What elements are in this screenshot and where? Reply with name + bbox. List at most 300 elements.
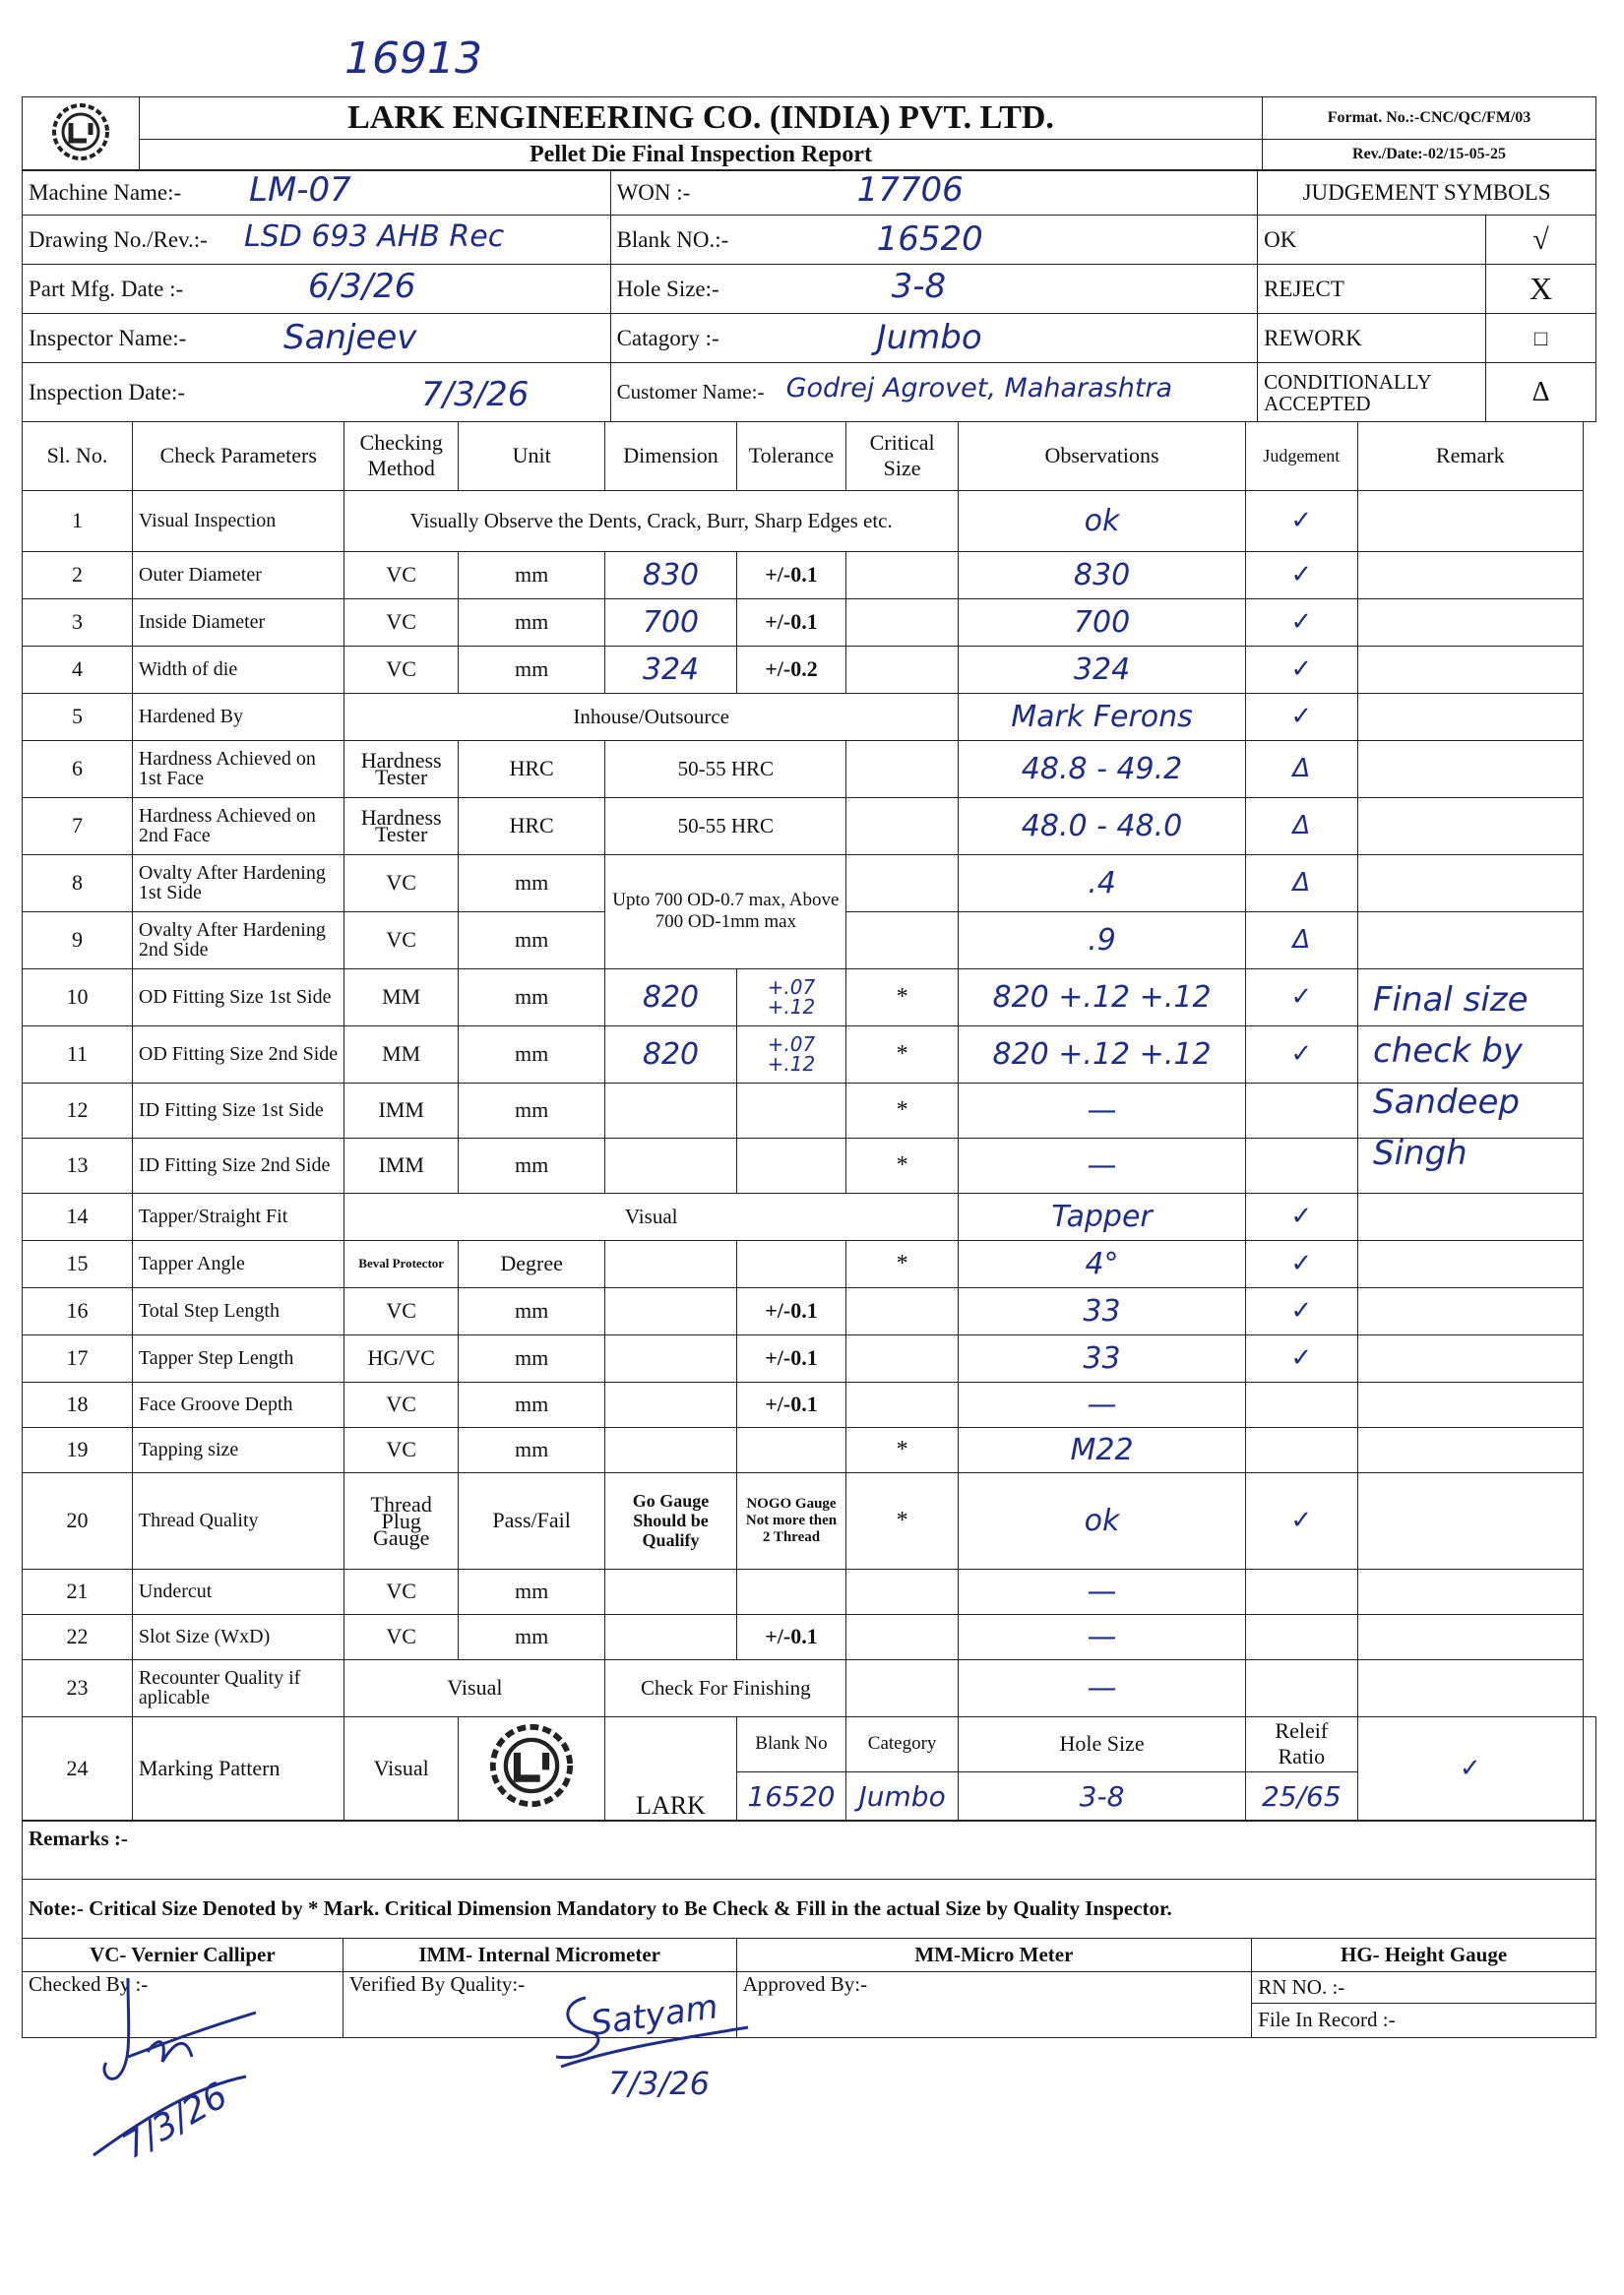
row-remark <box>1357 1334 1584 1382</box>
customer-name-field <box>610 363 1258 422</box>
row-visual-instruction: Visually Observe the Dents, Crack, Burr, Sharp Edges etc. <box>344 490 958 551</box>
table-row <box>23 1138 1596 1193</box>
row-critical-size <box>846 646 959 693</box>
inspection-date-value: 7/3/26 <box>421 375 530 415</box>
row-critical-size <box>846 1382 959 1427</box>
row-sl-no: 2 <box>23 551 133 598</box>
row-dimension <box>605 1138 736 1193</box>
row-checking-method: VC <box>344 598 458 646</box>
row-critical-size <box>846 1287 959 1334</box>
row-judgement <box>1246 1382 1357 1427</box>
row-tolerance: +/-0.1 <box>736 551 846 598</box>
table-row <box>23 490 1596 551</box>
row-check-parameter: Hardened By <box>132 693 344 740</box>
company-name: LARK ENGINEERING CO. (INDIA) PVT. LTD. <box>140 97 1263 140</box>
row-sl-no: 16 <box>23 1287 133 1334</box>
row-checking-method: MM <box>344 968 458 1025</box>
checked-by-label: Checked By :- <box>29 1971 149 1996</box>
row-check-parameter: Inside Diameter <box>132 598 344 646</box>
row-critical-size: * <box>846 1472 959 1569</box>
row-check-parameter: Total Step Length <box>132 1287 344 1334</box>
hole-size-label: Hole Size:- <box>616 276 719 301</box>
mfg-date-label: Part Mfg. Date :- <box>29 276 184 301</box>
hole-size-field <box>610 265 1258 314</box>
row-unit: mm <box>458 1614 604 1659</box>
row-observation: — <box>958 1083 1245 1138</box>
row-unit: mm <box>458 1287 604 1334</box>
row-sl-no: 3 <box>23 598 133 646</box>
row-judgement: Δ <box>1246 911 1357 968</box>
row-observation: ok <box>958 490 1245 551</box>
row-judgement: ✓ <box>1246 551 1357 598</box>
won-label: WON :- <box>616 179 691 205</box>
mfg-date-field <box>23 265 611 314</box>
lark-marking-logo-icon <box>472 1721 591 1810</box>
row-checking-method: HG/VC <box>344 1334 458 1382</box>
row-judgement: ✓ <box>1246 968 1357 1025</box>
machine-name-field <box>23 170 611 216</box>
row-observation: ok <box>958 1472 1245 1569</box>
symbol-ok-icon: √ <box>1486 216 1596 265</box>
row-critical-size <box>846 1659 959 1716</box>
symbol-label-ok: OK <box>1258 216 1486 265</box>
blank-no-value: 16520 <box>876 219 983 260</box>
row-remark <box>1357 598 1584 646</box>
row-check-parameter: Width of die <box>132 646 344 693</box>
row-dimension: Go Gauge Should be Qualify <box>605 1472 736 1569</box>
col-checking-method: Checking Method <box>344 421 458 490</box>
table-row <box>23 968 1596 1025</box>
row-tolerance: +/-0.2 <box>736 646 846 693</box>
row-remark <box>1357 490 1584 551</box>
row-checking-method: Hardness Tester <box>344 740 458 797</box>
row-dimension-tolerance: Check For Finishing <box>605 1659 846 1716</box>
row-tolerance <box>736 1240 846 1287</box>
row-checking-method: VC <box>344 1382 458 1427</box>
row-checking-method: VC <box>344 646 458 693</box>
row-unit: Degree <box>458 1240 604 1287</box>
row-dimension <box>605 1382 736 1427</box>
row-check-parameter: Ovalty After Hardening 1st Side <box>132 854 344 911</box>
row-sl-no: 9 <box>23 911 133 968</box>
row-unit: mm <box>458 1025 604 1083</box>
row-visual-instruction: Inhouse/Outsource <box>344 693 958 740</box>
row-dimension <box>605 1287 736 1334</box>
row-check-parameter: Hardness Achieved on 2nd Face <box>132 797 344 854</box>
row-unit: HRC <box>458 740 604 797</box>
row-observation: .9 <box>958 911 1245 968</box>
legend-imm: IMM- Internal Micrometer <box>343 1938 736 1971</box>
row-observation: 33 <box>958 1334 1245 1382</box>
col-unit: Unit <box>458 421 604 490</box>
row-remark <box>1357 1614 1584 1659</box>
row-tolerance <box>736 1569 846 1614</box>
table-row <box>23 1382 1596 1427</box>
row-judgement: ✓ <box>1246 490 1357 551</box>
drawing-number-label: Drawing No./Rev.:- <box>29 226 208 252</box>
row-check-parameter: Visual Inspection <box>132 490 344 551</box>
row-judgement: Δ <box>1246 797 1357 854</box>
table-row <box>23 646 1596 693</box>
row-remark <box>1357 551 1584 598</box>
row-checking-method: Hardness Tester <box>344 797 458 854</box>
approved-by-label: Approved By:- <box>742 1971 868 1996</box>
machine-name-value: LM-07 <box>249 170 351 211</box>
row-tolerance: +/-0.1 <box>736 1382 846 1427</box>
row-checking-method: IMM <box>344 1138 458 1193</box>
row-sl-no: 8 <box>23 854 133 911</box>
row-sl-no: 10 <box>23 968 133 1025</box>
table-row <box>23 797 1596 854</box>
table-row <box>23 1614 1596 1659</box>
row-sl-no: 11 <box>23 1025 133 1083</box>
judgement-symbols-title: JUDGEMENT SYMBOLS <box>1258 170 1596 216</box>
row-checking-method: VC <box>344 551 458 598</box>
table-row <box>23 1427 1596 1472</box>
rn-no-field: RN NO. :- <box>1252 1971 1596 2003</box>
row-remark <box>1357 1569 1584 1614</box>
row-sl-no: 5 <box>23 693 133 740</box>
company-logo <box>23 97 140 171</box>
col-dimension: Dimension <box>605 421 736 490</box>
row-observation: — <box>958 1659 1245 1716</box>
row-remark <box>1357 854 1584 911</box>
row-sl-no: 7 <box>23 797 133 854</box>
symbol-label-rework: REWORK <box>1258 314 1486 363</box>
machine-name-label: Machine Name:- <box>29 179 182 205</box>
row-checking-method: IMM <box>344 1083 458 1138</box>
row-remark <box>1357 911 1584 968</box>
legend-mm: MM-Micro Meter <box>736 1938 1252 1971</box>
row-judgement: ✓ <box>1246 1287 1357 1334</box>
col-observations: Observations <box>958 421 1245 490</box>
row-dimension <box>605 1334 736 1382</box>
row-dimension <box>605 1614 736 1659</box>
row-check-parameter: OD Fitting Size 1st Side <box>132 968 344 1025</box>
row-observation: 820 +.12 +.12 <box>958 1025 1245 1083</box>
col-check-parameters: Check Parameters <box>132 421 344 490</box>
row-check-parameter: Slot Size (WxD) <box>132 1614 344 1659</box>
legend-hg: HG- Height Gauge <box>1252 1938 1596 1971</box>
blank-no-field <box>610 216 1258 265</box>
row-check-parameter: Recounter Quality if aplicable <box>132 1659 344 1716</box>
row-critical-size: * <box>846 1240 959 1287</box>
row-judgement <box>1246 1659 1357 1716</box>
hole-size-value: 3-8 <box>891 267 947 307</box>
inspection-report <box>22 96 1596 2038</box>
row-sl-no: 13 <box>23 1138 133 1193</box>
won-value: 17706 <box>856 170 964 211</box>
row-sl-no: 4 <box>23 646 133 693</box>
row-remark <box>1357 646 1584 693</box>
row-observation: 48.0 - 48.0 <box>958 797 1245 854</box>
row-dimension-tolerance: 50-55 HRC <box>605 740 846 797</box>
row-unit: mm <box>458 1382 604 1427</box>
row-judgement: ✓ <box>1246 1472 1357 1569</box>
row-sl-no: 1 <box>23 490 133 551</box>
row-unit: mm <box>458 646 604 693</box>
row-judgement: ✓ <box>1246 598 1357 646</box>
row-sl-no: 15 <box>23 1240 133 1287</box>
row-checking-method: Visual <box>344 1716 458 1821</box>
document-number: 16913 <box>344 33 482 84</box>
row-tolerance: +.07 +.12 <box>736 1025 846 1083</box>
row-sl-no: 20 <box>23 1472 133 1569</box>
customer-name-value: Godrej Agrovet, Maharashtra <box>785 373 1173 404</box>
row-remark <box>1357 1287 1584 1334</box>
row-observation: 48.8 - 49.2 <box>958 740 1245 797</box>
row-observation: Mark Ferons <box>958 693 1245 740</box>
row-remark <box>1357 1193 1584 1240</box>
row-observation: 700 <box>958 598 1245 646</box>
col-judgement: Judgement <box>1246 421 1357 490</box>
category-label: Catagory :- <box>616 325 719 350</box>
row-judgement <box>1246 1569 1357 1614</box>
row-dimension: 324 <box>605 646 736 693</box>
row-unit: mm <box>458 1083 604 1138</box>
checked-by-date: 7/3/26 <box>115 2075 235 2168</box>
row-unit: mm <box>458 1569 604 1614</box>
table-row <box>23 740 1596 797</box>
row-unit: mm <box>458 598 604 646</box>
row-unit: mm <box>458 1138 604 1193</box>
row-critical-size: * <box>846 1427 959 1472</box>
row-unit: mm <box>458 551 604 598</box>
row-checking-method: MM <box>344 1025 458 1083</box>
row-method-unit: Visual <box>344 1659 605 1716</box>
customer-name-label: Customer Name:- <box>616 380 765 404</box>
row-checking-method: VC <box>344 911 458 968</box>
row-sl-no: 21 <box>23 1569 133 1614</box>
row-critical-size <box>846 854 959 911</box>
row-check-parameter: Tapping size <box>132 1427 344 1472</box>
row-judgement: Δ <box>1246 740 1357 797</box>
row-checking-method: Beval Protector <box>344 1240 458 1287</box>
row-observation: 830 <box>958 551 1245 598</box>
row-remark <box>1357 797 1584 854</box>
row-tolerance <box>736 1083 846 1138</box>
table-row <box>23 1334 1596 1382</box>
header-info <box>22 169 1596 422</box>
table-row <box>23 551 1596 598</box>
row-unit: mm <box>458 854 604 911</box>
row-check-parameter: Tapper/Straight Fit <box>132 1193 344 1240</box>
inspector-name-field <box>23 314 611 363</box>
row-sl-no: 6 <box>23 740 133 797</box>
row-critical-size <box>846 551 959 598</box>
title-block <box>22 96 1596 171</box>
row-check-parameter: Face Groove Depth <box>132 1382 344 1427</box>
table-header-row <box>23 421 1596 490</box>
table-row <box>23 1083 1596 1138</box>
row-observation: 33 <box>958 1287 1245 1334</box>
row-dimension: 830 <box>605 551 736 598</box>
row-critical-size <box>846 1614 959 1659</box>
row-unit: mm <box>458 968 604 1025</box>
symbol-label-reject: REJECT <box>1258 265 1486 314</box>
row-sl-no: 14 <box>23 1193 133 1240</box>
row-observation: Tapper <box>958 1193 1245 1240</box>
row-checking-method: VC <box>344 854 458 911</box>
row-check-parameter: Thread Quality <box>132 1472 344 1569</box>
row-unit: mm <box>458 1427 604 1472</box>
col-tolerance: Tolerance <box>736 421 846 490</box>
row-critical-size: * <box>846 1083 959 1138</box>
row-observation: 324 <box>958 646 1245 693</box>
row-unit: HRC <box>458 797 604 854</box>
marking-logo-cell <box>458 1716 604 1821</box>
symbol-rework-icon: □ <box>1486 314 1596 363</box>
row-judgement: ✓ <box>1246 693 1357 740</box>
row-remark <box>1584 1716 1596 1821</box>
row-observation: — <box>958 1138 1245 1193</box>
row-dimension <box>605 1240 736 1287</box>
row-checking-method: Thread Plug Gauge <box>344 1472 458 1569</box>
row-sl-no: 19 <box>23 1427 133 1472</box>
row-remark <box>1357 1240 1584 1287</box>
row-judgement <box>1246 1138 1357 1193</box>
col-remark: Remark <box>1357 421 1584 490</box>
marking-relief-value: 25/65 <box>1246 1771 1357 1821</box>
table-row <box>23 1287 1596 1334</box>
row-sl-no: 18 <box>23 1382 133 1427</box>
row-judgement: ✓ <box>1246 1240 1357 1287</box>
row-unit: mm <box>458 1334 604 1382</box>
row-sl-no: 24 <box>23 1716 133 1821</box>
marking-category-header: Category <box>846 1716 959 1771</box>
row-check-parameter: Tapper Angle <box>132 1240 344 1287</box>
footer-block <box>22 1820 1596 1939</box>
approved-by-field <box>736 1971 1252 2037</box>
row-checking-method: VC <box>344 1427 458 1472</box>
row-unit: mm <box>458 911 604 968</box>
row-observation: 4° <box>958 1240 1245 1287</box>
revision-date: Rev./Date:-02/15-05-25 <box>1263 139 1596 170</box>
table-row <box>23 1240 1596 1287</box>
marking-relief-header: Releif Ratio <box>1246 1716 1357 1771</box>
critical-size-note: Note:- Critical Size Denoted by * Mark. Critical Dimension Mandatory to Be Check & Fill in the actual Size by Quality Inspector. <box>23 1880 1596 1939</box>
table-row <box>23 693 1596 740</box>
row-tolerance: +/-0.1 <box>736 1287 846 1334</box>
file-in-record-field: File In Record :- <box>1252 2004 1596 2038</box>
lark-logo-icon <box>41 101 120 162</box>
row-remark <box>1357 1427 1584 1472</box>
table-row <box>23 1659 1596 1716</box>
marking-hole-value: 3-8 <box>958 1771 1245 1821</box>
row-sl-no: 17 <box>23 1334 133 1382</box>
row-remark <box>1357 1472 1584 1569</box>
row-judgement: ✓ <box>1246 1193 1357 1240</box>
marking-blank-header: Blank No <box>736 1716 846 1771</box>
row-observation: M22 <box>958 1427 1245 1472</box>
row-dimension: 700 <box>605 598 736 646</box>
row-sl-no: 22 <box>23 1614 133 1659</box>
row-unit: Pass/Fail <box>458 1472 604 1569</box>
row-critical-size <box>846 1569 959 1614</box>
row-observation: .4 <box>958 854 1245 911</box>
table-row <box>23 598 1596 646</box>
row-check-parameter: Undercut <box>132 1569 344 1614</box>
row-dimension-tolerance: Upto 700 OD-0.7 max, Above 700 OD-1mm max <box>605 854 846 968</box>
symbol-label-conditional: CONDITIONALLY ACCEPTED <box>1258 363 1486 422</box>
row-remark <box>1357 1382 1584 1427</box>
inspector-name-value: Sanjeev <box>283 318 417 358</box>
row-critical-size <box>846 740 959 797</box>
row-sl-no: 23 <box>23 1659 133 1716</box>
row-check-parameter: Hardness Achieved on 1st Face <box>132 740 344 797</box>
row-dimension-tolerance: 50-55 HRC <box>605 797 846 854</box>
row-check-parameter: Ovalty After Hardening 2nd Side <box>132 911 344 968</box>
inspection-date-field <box>23 363 611 422</box>
inspection-date-label: Inspection Date:- <box>29 379 186 404</box>
table-row <box>23 1193 1596 1240</box>
row-critical-size <box>846 598 959 646</box>
row-critical-size: * <box>846 1138 959 1193</box>
row-observation: — <box>958 1569 1245 1614</box>
blank-no-label: Blank NO.:- <box>616 226 729 252</box>
row-judgement: ✓ <box>1246 1025 1357 1083</box>
category-value: Jumbo <box>876 318 982 358</box>
legend-vc: VC- Vernier Calliper <box>23 1938 344 1971</box>
marking-lark-text: LARK <box>605 1716 736 1821</box>
row-tolerance <box>736 1138 846 1193</box>
symbol-conditional-icon: Δ <box>1486 363 1596 422</box>
won-field <box>610 170 1258 216</box>
drawing-number-value: LSD 693 AHB Rec <box>244 219 505 255</box>
category-field <box>610 314 1258 363</box>
row-observation: 820 +.12 +.12 <box>958 968 1245 1025</box>
row-remark <box>1357 693 1584 740</box>
row-observation: — <box>958 1614 1245 1659</box>
row-judgement: ✓ <box>1246 646 1357 693</box>
row-tolerance: +.07 +.12 <box>736 968 846 1025</box>
row-critical-size <box>846 797 959 854</box>
row-critical-size <box>846 911 959 968</box>
row-check-parameter: ID Fitting Size 1st Side <box>132 1083 344 1138</box>
row-judgement: ✓ <box>1357 1716 1584 1821</box>
row-tolerance <box>736 1427 846 1472</box>
row-judgement: ✓ <box>1246 1334 1357 1382</box>
symbol-reject-icon: X <box>1486 265 1596 314</box>
row-dimension <box>605 1083 736 1138</box>
row-tolerance: NOGO Gauge Not more then 2 Thread <box>736 1472 846 1569</box>
row-remark <box>1357 740 1584 797</box>
row-dimension <box>605 1569 736 1614</box>
verified-by-name: Satyam <box>588 1987 720 2044</box>
row-dimension: 820 <box>605 968 736 1025</box>
row-tolerance: +/-0.1 <box>736 1334 846 1382</box>
row-dimension: 820 <box>605 1025 736 1083</box>
row-critical-size: * <box>846 1025 959 1083</box>
row-critical-size: * <box>846 968 959 1025</box>
table-row <box>23 1472 1596 1569</box>
row-checking-method: VC <box>344 1287 458 1334</box>
row-visual-instruction: Visual <box>344 1193 958 1240</box>
inspection-rows <box>23 490 1596 1821</box>
row-checking-method: VC <box>344 1569 458 1614</box>
inspector-name-label: Inspector Name:- <box>29 325 187 350</box>
table-row <box>23 854 1596 911</box>
marking-hole-header: Hole Size <box>958 1716 1245 1771</box>
col-sl-no: Sl. No. <box>23 421 133 490</box>
row-check-parameter: Outer Diameter <box>132 551 344 598</box>
row-check-parameter: Marking Pattern <box>132 1716 344 1821</box>
inspection-table <box>22 421 1596 1822</box>
format-number: Format. No.:-CNC/QC/FM/03 <box>1263 97 1596 140</box>
row-judgement <box>1246 1083 1357 1138</box>
row-critical-size <box>846 1334 959 1382</box>
table-row <box>23 1716 1596 1771</box>
